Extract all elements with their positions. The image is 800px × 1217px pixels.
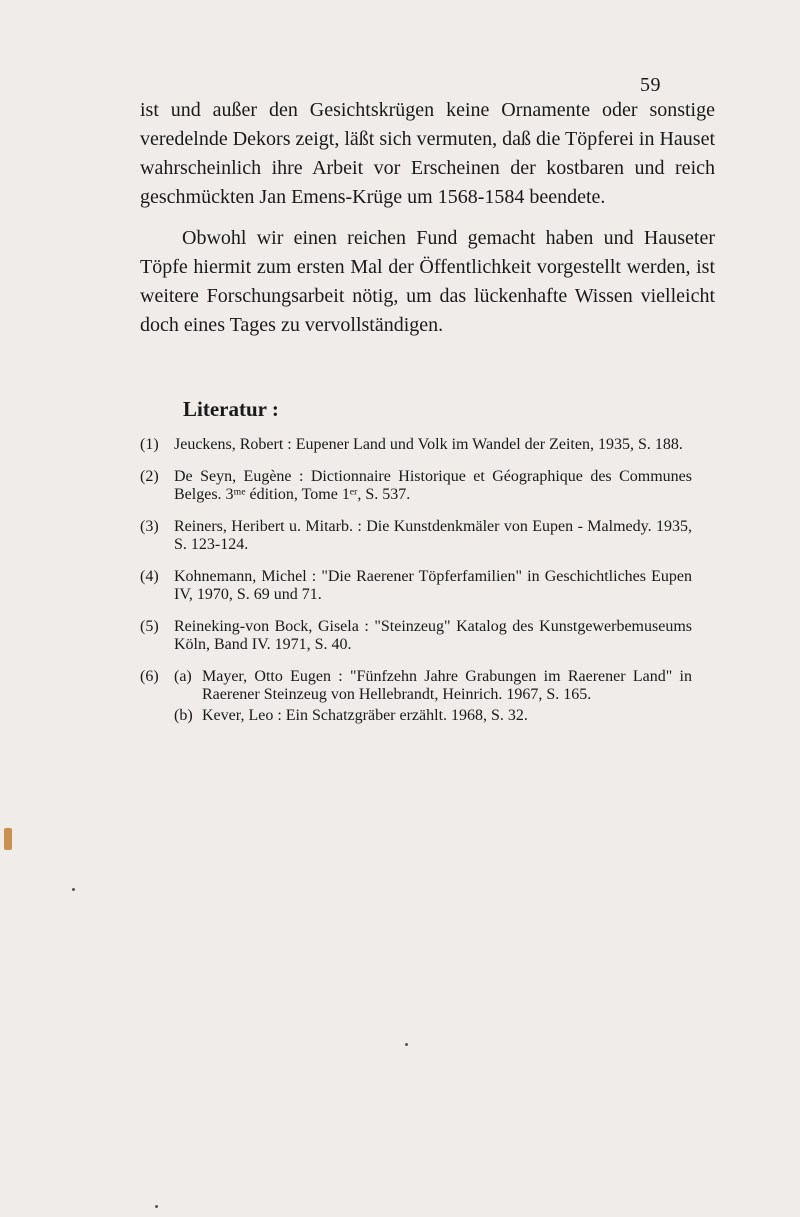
reference-item xyxy=(140,568,692,604)
paragraph: Obwohl wir einen reichen Fund gemacht haben und Hauseter Töpfe hiermit zum ersten Mal der Öffentlichkeit vorgestellt werden, ist weitere Forschungsarbeit nötig, um das lückenhafte Wissen vielleicht doch eines Tages zu vervollständigen. xyxy=(140,227,715,336)
reference-item xyxy=(140,518,692,554)
reference-text: Reineking-von Bock, Gisela : "Steinzeug" Katalog des Kunstgewerbemuseums Köln, Band IV. 1971, S. 40. xyxy=(174,618,692,653)
reference-number: (5) xyxy=(140,618,159,635)
reference-subitem xyxy=(174,707,692,725)
reference-text: Jeuckens, Robert : Eupener Land und Volk im Wandel der Zeiten, 1935, S. 188. xyxy=(174,436,683,453)
reference-subitems xyxy=(174,668,692,725)
reference-text: Kohnemann, Michel : "Die Raerener Töpferfamilien" in Geschichtliches Eupen IV, 1970, S. 69 und 71. xyxy=(174,568,692,603)
subitem-text: Kever, Leo : Ein Schatzgräber erzählt. 1968, S. 32. xyxy=(202,707,528,724)
reference-item xyxy=(140,436,692,454)
reference-subitem xyxy=(174,668,692,704)
subitem-text: Mayer, Otto Eugen : "Fünfzehn Jahre Grabungen im Raerener Land" in Raerener Steinzeug von Hellebrandt, Heinrich. 1967, S. 165. xyxy=(202,668,692,703)
reference-number: (6) xyxy=(140,668,159,685)
speck xyxy=(72,888,75,891)
subitem-letter: (b) xyxy=(174,707,193,724)
margin-stain xyxy=(4,828,12,850)
reference-number: (1) xyxy=(140,436,159,453)
speck xyxy=(405,1043,408,1046)
subitem-letter: (a) xyxy=(174,668,192,685)
reference-number: (3) xyxy=(140,518,159,535)
speck xyxy=(155,1205,158,1208)
paragraph: ist und außer den Gesichtskrügen keine Ornamente oder sonstige veredelnde Dekors zeigt, läßt sich vermuten, daß die Töpferei in Hauset wahrscheinlich ihre Arbeit vor Erscheinen der kostbaren und reich geschmückten Jan Emens-Krüge um 1568-1584 beendete. xyxy=(140,99,715,208)
reference-text: Reiners, Heribert u. Mitarb. : Die Kunstdenkmäler von Eupen - Malmedy. 1935, S. 123-124. xyxy=(174,518,692,553)
literature-heading: Literatur : xyxy=(183,397,279,421)
reference-item xyxy=(140,668,692,725)
reference-number: (4) xyxy=(140,568,159,585)
body-text xyxy=(140,96,715,340)
reference-item xyxy=(140,618,692,654)
page-number: 59 xyxy=(640,74,661,96)
reference-list xyxy=(140,422,692,725)
reference-item xyxy=(140,468,692,504)
reference-number: (2) xyxy=(140,468,159,485)
reference-text: De Seyn, Eugène : Dictionnaire Historique et Géographique des Communes Belges. 3ᵐᵉ édition, Tome 1ᵉʳ, S. 537. xyxy=(174,468,692,503)
